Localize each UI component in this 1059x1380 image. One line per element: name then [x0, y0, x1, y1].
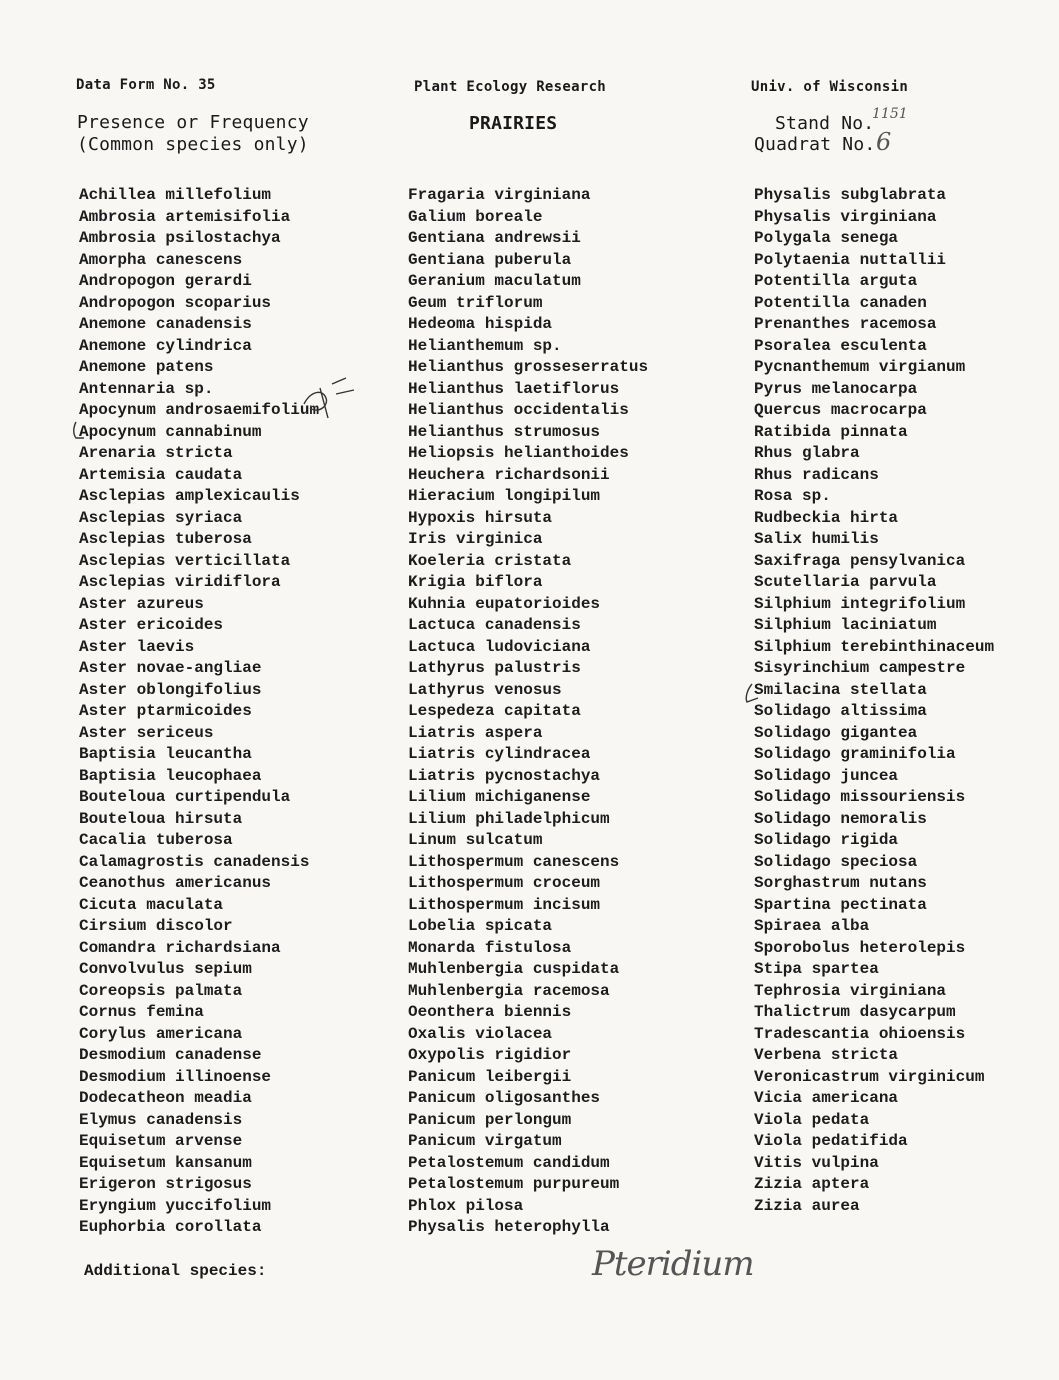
form-title-line1: Presence or Frequency — [77, 112, 309, 133]
species-item: Linum sulcatum — [408, 831, 543, 849]
species-item: Lithospermum canescens — [408, 852, 620, 871]
species-item: Aster laevis — [79, 637, 195, 656]
species-item: Achillea millefolium — [79, 186, 272, 204]
species-item: Oxypolis rigidior — [408, 1046, 572, 1064]
species-item: Lithospermum croceum — [408, 874, 601, 892]
species-item: Krigia biflora — [408, 573, 543, 591]
species-item: Sorghastrum nutans — [754, 874, 927, 892]
species-item: Saxifraga pensylvanica — [754, 551, 966, 570]
species-item: Lilium philadelphicum — [408, 809, 610, 828]
species-item: Baptisia leucantha — [79, 745, 252, 763]
species-item: Silphium integrifolium — [754, 594, 966, 613]
species-item: Quercus macrocarpa — [754, 401, 927, 419]
species-item: Physalis heterophylla — [408, 1218, 610, 1236]
species-item: Andropogon gerardi — [79, 272, 252, 290]
species-item: Solidago graminifolia — [754, 745, 956, 763]
species-item: Phlox pilosa — [408, 1196, 524, 1215]
species-item: Rhus radicans — [754, 465, 879, 484]
species-item: Potentilla arguta — [754, 272, 918, 290]
species-item: Solidago missouriensis — [754, 788, 966, 806]
species-item: Bouteloua curtipendula — [79, 788, 291, 806]
species-item: Salix humilis — [754, 530, 879, 548]
species-item: Apocynum cannabinum — [79, 422, 262, 441]
species-item: Psoralea esculenta — [754, 336, 927, 355]
species-item: Muhlenbergia cuspidata — [408, 960, 620, 978]
species-item: Liatris aspera — [408, 723, 543, 742]
species-item: Silphium laciniatum — [754, 616, 937, 634]
species-item: Muhlenbergia racemosa — [408, 981, 610, 1000]
species-item: Kuhnia eupatorioides — [408, 594, 601, 613]
species-item: Ratibida pinnata — [754, 422, 908, 441]
species-item: Cacalia tuberosa — [79, 831, 233, 849]
species-item: Tephrosia virginiana — [754, 981, 947, 1000]
species-item: Liatris pycnostachya — [408, 766, 601, 785]
species-item: Physalis virginiana — [754, 207, 937, 226]
species-item: Eryngium yuccifolium — [79, 1196, 272, 1215]
species-item: Aster ptarmicoides — [79, 702, 252, 720]
species-item: Anemone cylindrica — [79, 336, 252, 355]
form-number: Data Form No. 35 — [76, 77, 216, 93]
species-item: Helianthus laetiflorus — [408, 379, 620, 398]
species-item: Hedeoma hispida — [408, 315, 553, 333]
species-item: Aster ericoides — [79, 616, 224, 634]
quadrat-label: Quadrat No. — [754, 134, 876, 155]
species-item: Potentilla canaden — [754, 293, 927, 312]
species-item: Anemone patens — [79, 358, 214, 376]
species-item: Geranium maculatum — [408, 272, 581, 290]
species-item: Solidago gigantea — [754, 723, 918, 742]
species-item: Scutellaria parvula — [754, 573, 937, 591]
species-item: Aster novae-angliae — [79, 659, 262, 677]
species-item: Comandra richardsiana — [79, 938, 281, 957]
species-item: Panicum perlongum — [408, 1110, 572, 1129]
species-item: Solidago juncea — [754, 766, 899, 785]
species-item: Pycnanthemum virgianum — [754, 358, 966, 376]
species-item: Anemone canadensis — [79, 315, 252, 333]
species-item: Stipa spartea — [754, 960, 879, 978]
species-item: Prenanthes racemosa — [754, 315, 937, 333]
species-item: Solidago rigida — [754, 831, 899, 849]
species-item: Arenaria stricta — [79, 444, 233, 462]
species-item: Oxalis violacea — [408, 1024, 553, 1043]
species-column-p-z — [754, 185, 994, 1217]
species-item: Helianthus strumosus — [408, 422, 601, 441]
species-item: Andropogon scoparius — [79, 293, 272, 312]
species-item: Antennaria sp. — [79, 379, 214, 398]
species-item: Petalostemum candidum — [408, 1153, 610, 1172]
university: Univ. of Wisconsin — [751, 79, 909, 95]
species-item: Sisyrinchium campestre — [754, 659, 966, 677]
handwritten-tick-smilacina — [742, 682, 760, 706]
species-item: Euphorbia corollata — [79, 1218, 262, 1236]
species-item: Equisetum arvense — [79, 1132, 243, 1150]
quadrat-number-handwritten: 6 — [876, 128, 892, 156]
species-item: Solidago altissima — [754, 702, 927, 720]
species-item: Asclepias syriaca — [79, 508, 243, 527]
species-item: Pyrus melanocarpa — [754, 379, 918, 398]
species-item: Asclepias viridiflora — [79, 573, 281, 591]
species-item: Lathyrus venosus — [408, 680, 562, 699]
species-item: Koeleria cristata — [408, 551, 572, 570]
species-item: Coreopsis palmata — [79, 981, 243, 1000]
species-item: Aster oblongifolius — [79, 680, 262, 699]
category-title: PRAIRIES — [469, 113, 558, 134]
species-item: Heuchera richardsonii — [408, 465, 610, 484]
species-column-f-p — [408, 185, 648, 1239]
additional-species-label: Additional species: — [84, 1262, 267, 1280]
species-item: Fragaria virginiana — [408, 186, 591, 204]
species-item: Desmodium canadense — [79, 1046, 262, 1064]
species-item: Ambrosia artemisifolia — [79, 207, 291, 226]
species-item: Lithospermum incisum — [408, 895, 601, 914]
organization: Plant Ecology Research — [414, 79, 607, 95]
species-item: Panicum virgatum — [408, 1132, 562, 1150]
species-item: Bouteloua hirsuta — [79, 809, 243, 828]
species-item: Dodecatheon meadia — [79, 1089, 252, 1107]
species-item: Veronicastrum virginicum — [754, 1067, 985, 1086]
species-item: Equisetum kansanum — [79, 1153, 252, 1172]
species-item: Oeonthera biennis — [408, 1003, 572, 1021]
species-item: Desmodium illinoense — [79, 1067, 272, 1086]
species-item: Erigeron strigosus — [79, 1175, 252, 1193]
stand-label: Stand No. — [775, 113, 875, 134]
species-item: Cirsium discolor — [79, 917, 233, 935]
species-item: Solidago nemoralis — [754, 809, 927, 828]
species-item: Heliopsis helianthoides — [408, 444, 629, 462]
species-item: Rhus glabra — [754, 444, 860, 462]
species-item: Cornus femina — [79, 1003, 204, 1021]
species-item: Calamagrostis canadensis — [79, 852, 310, 871]
additional-species-handwritten: Pteridium — [592, 1244, 754, 1284]
species-item: Asclepias amplexicaulis — [79, 487, 300, 505]
species-item: Hypoxis hirsuta — [408, 508, 553, 527]
species-item: Sporobolus heterolepis — [754, 938, 966, 957]
species-item: Gentiana andrewsii — [408, 229, 581, 247]
species-item: Monarda fistulosa — [408, 938, 572, 957]
species-item: Tradescantia ohioensis — [754, 1024, 966, 1043]
species-item: Iris virginica — [408, 530, 543, 548]
species-item: Lilium michiganense — [408, 788, 591, 806]
form-title-line2: (Common species only) — [77, 134, 309, 155]
species-column-a-e — [79, 185, 319, 1239]
species-item: Hieracium longipilum — [408, 487, 601, 505]
stand-number-handwritten: 1151 — [872, 106, 908, 122]
species-item: Helianthemum sp. — [408, 336, 562, 355]
species-item: Amorpha canescens — [79, 250, 243, 269]
species-item: Petalostemum purpureum — [408, 1175, 620, 1193]
species-item: Panicum oligosanthes — [408, 1089, 601, 1107]
species-item: Elymus canadensis — [79, 1110, 243, 1129]
species-item: Ceanothus americanus — [79, 874, 272, 892]
species-item: Spartina pectinata — [754, 895, 927, 914]
species-item: Helianthus occidentalis — [408, 401, 629, 419]
handwritten-check-mark — [296, 374, 358, 426]
species-item: Geum triflorum — [408, 293, 543, 312]
species-item: Thalictrum dasycarpum — [754, 1003, 956, 1021]
species-item: Ambrosia psilostachya — [79, 229, 281, 247]
species-item: Galium boreale — [408, 207, 543, 226]
species-item: Vitis vulpina — [754, 1153, 879, 1172]
species-item: Asclepias tuberosa — [79, 530, 252, 548]
species-item: Corylus americana — [79, 1024, 243, 1043]
species-item: Artemisia caudata — [79, 465, 243, 484]
species-item: Aster sericeus — [79, 723, 214, 742]
handwritten-tick-apocynum — [70, 420, 86, 442]
species-item: Physalis subglabrata — [754, 186, 947, 204]
species-item: Convolvulus sepium — [79, 960, 252, 978]
species-item: Aster azureus — [79, 594, 204, 613]
species-item: Verbena stricta — [754, 1046, 899, 1064]
species-item: Cicuta maculata — [79, 895, 224, 914]
species-item: Polytaenia nuttallii — [754, 250, 947, 269]
species-item: Smilacina stellata — [754, 680, 927, 699]
species-item: Lactuca ludoviciana — [408, 637, 591, 656]
species-item: Panicum leibergii — [408, 1067, 572, 1086]
species-item: Apocynum androsaemifolium — [79, 401, 320, 419]
species-item: Spiraea alba — [754, 917, 870, 935]
species-item: Lobelia spicata — [408, 917, 553, 935]
species-item: Helianthus grosseserratus — [408, 358, 649, 376]
species-item: Lactuca canadensis — [408, 616, 581, 634]
species-item: Liatris cylindracea — [408, 745, 591, 763]
species-item: Vicia americana — [754, 1089, 899, 1107]
species-item: Solidago speciosa — [754, 852, 918, 871]
species-item: Rudbeckia hirta — [754, 508, 899, 527]
species-item: Asclepias verticillata — [79, 551, 291, 570]
species-item: Rosa sp. — [754, 487, 831, 505]
species-item: Polygala senega — [754, 229, 899, 247]
species-item: Silphium terebinthinaceum — [754, 637, 995, 656]
species-item: Zizia aptera — [754, 1175, 870, 1193]
species-item: Viola pedata — [754, 1110, 870, 1129]
species-item: Lathyrus palustris — [408, 659, 581, 677]
species-item: Zizia aurea — [754, 1196, 860, 1215]
species-item: Baptisia leucophaea — [79, 766, 262, 785]
species-item: Lespedeza capitata — [408, 702, 581, 720]
species-item: Gentiana puberula — [408, 250, 572, 269]
species-item: Viola pedatifida — [754, 1132, 908, 1150]
